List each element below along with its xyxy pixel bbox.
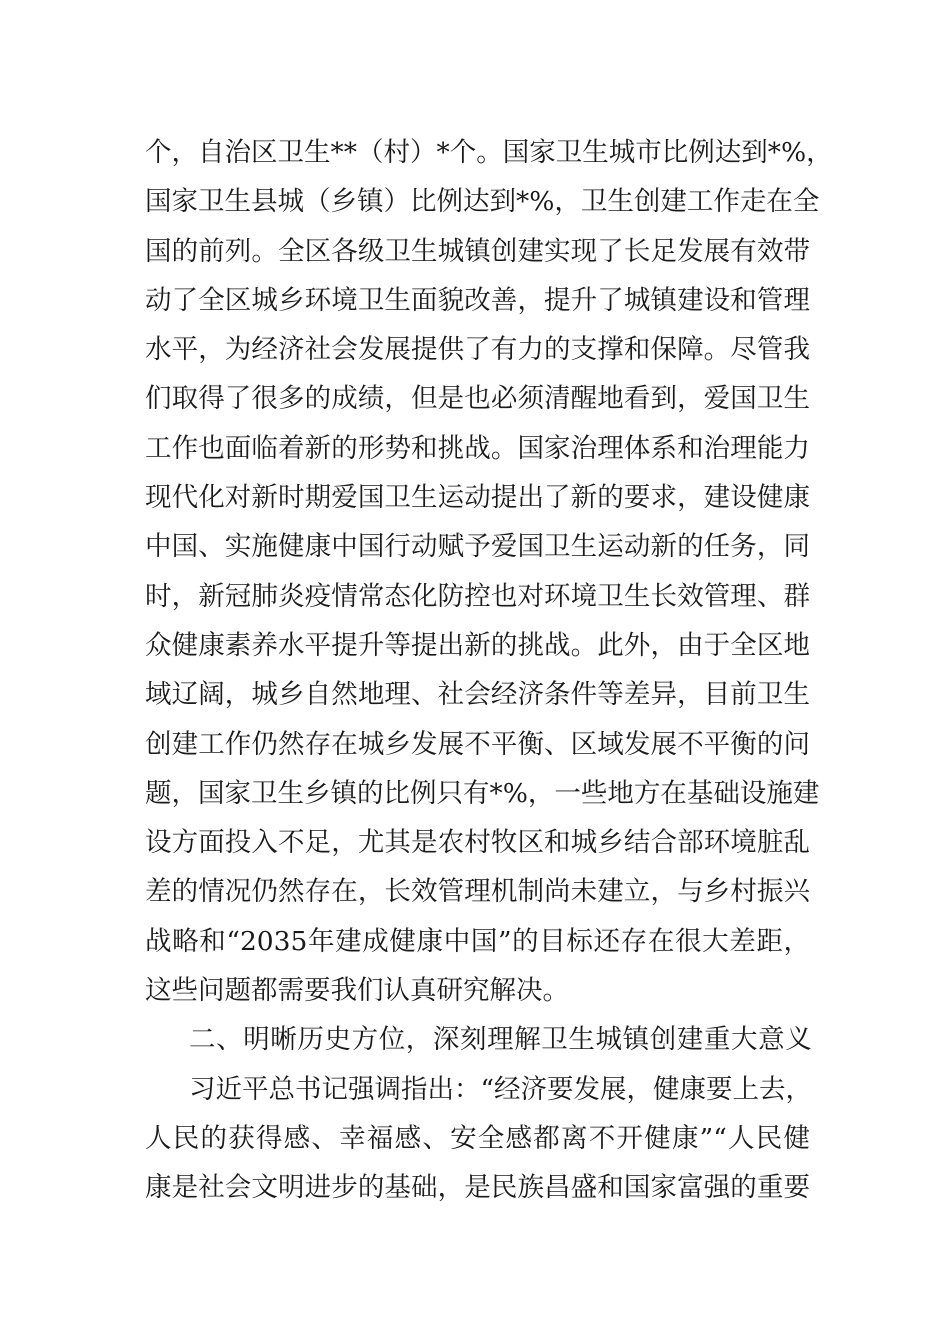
- section-heading: 二、明晰历史方位，深刻理解卫生城镇创建重大意义: [189, 1024, 813, 1056]
- text-line: 水平，为经济社会发展提供了有力的支撑和保障。尽管我: [145, 334, 810, 366]
- text-line: 设方面投入不足，尤其是农村牧区和城乡结合部环境脏乱: [145, 827, 810, 859]
- text-line: 们取得了很多的成绩，但是也必须清醒地看到，爱国卫生: [145, 383, 810, 415]
- text-line: 众健康素养水平提升等提出新的挑战。此外，由于全区地: [145, 629, 810, 661]
- text-line: 康是社会文明进步的基础，是民族昌盛和国家富强的重要: [145, 1172, 810, 1204]
- text-line: 个，自治区卫生**（村）*个。国家卫生城市比例达到*%，: [145, 137, 833, 168]
- text-line: 现代化对新时期爱国卫生运动提出了新的要求，建设健康: [145, 482, 810, 514]
- text-line: 创建工作仍然存在城乡发展不平衡、区域发展不平衡的问: [145, 728, 810, 760]
- text-line: 国的前列。全区各级卫生城镇创建实现了长足发展有效带: [145, 235, 810, 267]
- text-line: 人民的获得感、幸福感、安全感都离不开健康”“人民健: [145, 1122, 810, 1154]
- text-line: 时，新冠肺炎疫情常态化防控也对环境卫生长效管理、群: [145, 580, 810, 612]
- text-line: 战略和“2035年建成健康中国”的目标还存在很大差距，: [145, 925, 810, 957]
- paragraph-first-line: 习近平总书记强调指出：“经济要发展，健康要上去，: [189, 1073, 813, 1105]
- text-line: 域辽阔，城乡自然地理、社会经济条件等差异，目前卫生: [145, 679, 810, 711]
- text-line: 题，国家卫生乡镇的比例只有*%，一些地方在基础设施建: [145, 777, 820, 809]
- text-line: 中国、实施健康中国行动赋予爱国卫生运动新的任务，同: [145, 531, 810, 563]
- text-line: 国家卫生县城（乡镇）比例达到*%，卫生创建工作走在全: [145, 186, 820, 218]
- text-line: 工作也面临着新的形势和挑战。国家治理体系和治理能力: [145, 432, 810, 464]
- body-text: [145, 128, 833, 1213]
- text-line-last: 这些问题都需要我们认真研究解决。: [145, 975, 569, 1007]
- text-line: 差的情况仍然存在，长效管理机制尚未建立，与乡村振兴: [145, 876, 810, 908]
- text-line: 动了全区城乡环境卫生面貌改善，提升了城镇建设和管理: [145, 284, 810, 316]
